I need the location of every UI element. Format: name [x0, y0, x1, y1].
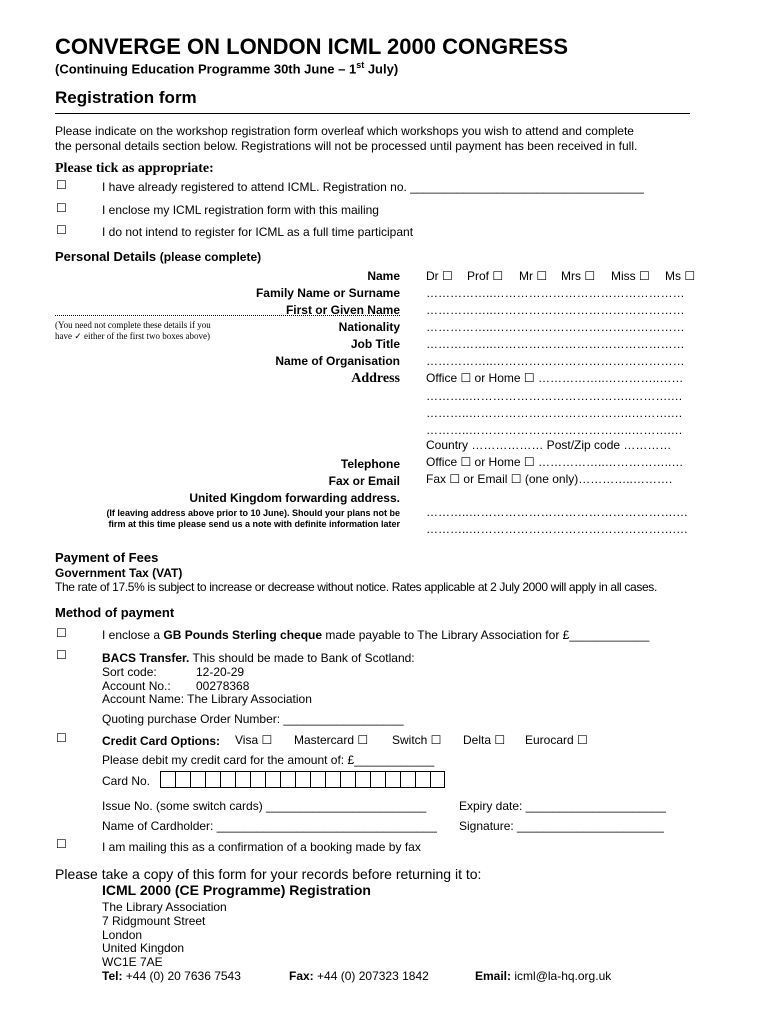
label-name: Name [367, 269, 400, 283]
account-name: Account Name: The Library Association [102, 692, 312, 706]
cardholder-name-field[interactable]: Name of Cardholder: _________________________________ [102, 819, 437, 833]
title-ms[interactable]: Ms ☐ [665, 269, 696, 283]
page-subtitle: (Continuing Education Programme 30th June – 1st July) [55, 60, 399, 77]
card-eurocard[interactable]: Eurocard ☐ [525, 733, 588, 747]
organisation-field[interactable]: ……………..………………………………………… [426, 354, 685, 368]
checkbox-already-registered[interactable]: ☐ [56, 178, 67, 192]
checkbox-enclose-form[interactable]: ☐ [56, 201, 67, 215]
account-no-value: 00278368 [196, 679, 250, 693]
card-switch[interactable]: Switch ☐ [392, 733, 442, 747]
side-note-line-2: have ✓ either of the first two boxes above) [55, 331, 210, 341]
uk-address-line-2[interactable]: ………..…………………………………………….… [426, 522, 689, 536]
expiry-date-field[interactable]: Expiry date: _____________________ [459, 799, 666, 813]
fees-heading: Payment of Fees [55, 550, 159, 565]
country-postcode-field[interactable]: Country ……………… Post/Zip code ………… [426, 438, 672, 452]
uk-note-line-1: (If leaving address above prior to 10 June). Should your plans not be [106, 508, 400, 518]
label-telephone: Telephone [340, 457, 400, 471]
issue-no-field[interactable]: Issue No. (some switch cards) ________________________ [102, 799, 427, 813]
option-enclose-form: I enclose my ICML registration form with this mailing [102, 203, 379, 217]
label-organisation: Name of Organisation [275, 354, 400, 368]
nationality-field[interactable]: ……………..………………………………………… [426, 320, 685, 334]
address-line: 7 Ridgmount Street [102, 914, 206, 928]
fax-email-field[interactable]: Fax ☐ or Email ☐ (one only)…………..………. [426, 472, 673, 486]
label-fax-email: Fax or Email [328, 474, 400, 488]
return-instructions: Please take a copy of this form for your records before returning it to: [55, 866, 482, 882]
intro-line-2: the personal details section below. Registrations will not be processed until payment has been received in full. [55, 139, 638, 153]
first-name-field[interactable]: ……………..………………………………………… [426, 303, 685, 317]
contact-telephone: Tel: +44 (0) 20 7636 7543 [102, 969, 241, 983]
sort-code-value: 12-20-29 [196, 665, 245, 679]
title-prof[interactable]: Prof ☐ [467, 269, 504, 283]
card-number-grid[interactable] [160, 771, 445, 788]
checkbox-bacs[interactable]: ☐ [56, 648, 67, 662]
option-cheque: I enclose a GB Pounds Sterling cheque made payable to The Library Association for £____________ [102, 628, 650, 642]
address-line-4[interactable]: ………..…………………………………..……….… [426, 423, 683, 437]
checkbox-not-register[interactable]: ☐ [56, 223, 67, 237]
label-uk-address: United Kingdom forwarding address. [189, 491, 400, 505]
option-not-register: I do not intend to register for ICML as a full time participant [102, 225, 414, 239]
label-nationality: Nationality [338, 320, 400, 334]
address-line: The Library Association [102, 900, 227, 914]
label-family-name: Family Name or Surname [255, 286, 400, 300]
intro-line-1: Please indicate on the workshop registration form overleaf which workshops you wish to attend and complete [55, 124, 634, 138]
title-mrs[interactable]: Mrs ☐ [561, 269, 596, 283]
divider [55, 113, 690, 114]
checkbox-credit-card[interactable]: ☐ [56, 731, 67, 745]
job-title-field[interactable]: ……………..………………………………………… [426, 337, 685, 351]
card-visa[interactable]: Visa ☐ [235, 733, 273, 747]
dotted-divider [55, 315, 400, 316]
uk-address-line-1[interactable]: ………..…………………………………………….… [426, 505, 689, 519]
checkbox-cheque[interactable]: ☐ [56, 626, 67, 640]
contact-fax: Fax: +44 (0) 207323 1842 [289, 969, 429, 983]
family-name-field[interactable]: ……………..………………………………………… [426, 286, 685, 300]
credit-card-label: Credit Card Options: [102, 734, 221, 748]
title-dr[interactable]: Dr ☐ [426, 269, 453, 283]
purchase-order-field[interactable]: Quoting purchase Order Number: __________________ [102, 712, 404, 726]
address-line-3[interactable]: ………..…………………………………..……….… [426, 406, 683, 420]
address-line: London [102, 928, 143, 942]
option-fax-confirmation: I am mailing this as a confirmation of a booking made by fax [102, 840, 421, 854]
vat-text: The rate of 17.5% is subject to increase or decrease without notice. Rates applicable at 2 July 2000 will apply in all cases. [55, 580, 657, 594]
sort-code-label: Sort code: [102, 665, 157, 679]
title-miss[interactable]: Miss ☐ [611, 269, 650, 283]
address-line: United Kingdon [102, 941, 185, 955]
payment-heading: Method of payment [55, 605, 175, 620]
uk-note-line-2: firm at this time please send us a note with definite information later [108, 519, 400, 529]
card-delta[interactable]: Delta ☐ [463, 733, 506, 747]
form-title: Registration form [55, 88, 197, 107]
address-line-1[interactable]: Office ☐ or Home ☐ ……………..…………..…… [426, 371, 684, 385]
option-already-registered: I have already registered to attend ICML. Registration no. ___________________________________ [102, 180, 644, 194]
debit-amount-field[interactable]: Please debit my credit card for the amount of: £____________ [102, 753, 435, 767]
label-address: Address [351, 371, 400, 386]
title-mr[interactable]: Mr ☐ [519, 269, 548, 283]
label-job-title: Job Title [350, 337, 400, 351]
address-line: WC1E 7AE [102, 955, 163, 969]
account-no-label: Account No.: [102, 679, 171, 693]
vat-heading: Government Tax (VAT) [55, 566, 183, 580]
signature-field[interactable]: Signature: ______________________ [459, 819, 664, 833]
return-organisation: ICML 2000 (CE Programme) Registration [102, 882, 371, 898]
telephone-field[interactable]: Office ☐ or Home ☐ ……………..……………..… [426, 455, 684, 469]
address-line-2[interactable]: ………..…………………………………..……….… [426, 389, 683, 403]
contact-email[interactable]: Email: icml@la-hq.org.uk [475, 969, 612, 983]
page-title: CONVERGE ON LONDON ICML 2000 CONGRESS [55, 34, 569, 59]
option-bacs: BACS Transfer. This should be made to Bank of Scotland: [102, 651, 415, 665]
tick-heading: Please tick as appropriate: [55, 161, 214, 176]
personal-details-heading: Personal Details (please complete) [55, 249, 262, 264]
checkbox-fax-confirmation[interactable]: ☐ [56, 837, 67, 851]
side-note-line-1: (You need not complete these details if you [55, 320, 211, 330]
card-no-label: Card No. [102, 774, 151, 788]
card-mastercard[interactable]: Mastercard ☐ [294, 733, 369, 747]
label-first-name: First or Given Name [285, 303, 400, 317]
